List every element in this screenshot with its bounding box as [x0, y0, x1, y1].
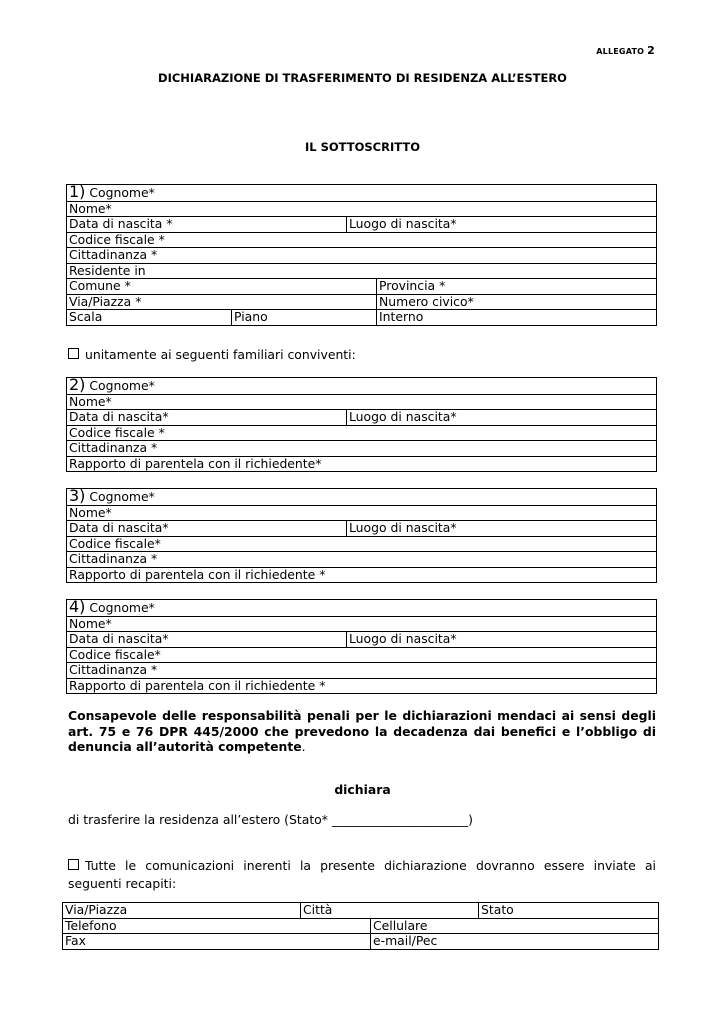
section-title-sottoscritto: IL SOTTOSCRITTO [305, 140, 420, 154]
contact-cellulare-field[interactable]: Cellulare [371, 918, 659, 934]
family-3-rapporto-field[interactable]: Rapporto di parentela con il richiedente * [67, 567, 657, 583]
family-4-nome-field[interactable]: Nome* [67, 616, 657, 632]
scala-field[interactable]: Scala [67, 310, 232, 326]
family-3-nome-field[interactable]: Nome* [67, 505, 657, 521]
contact-via-field[interactable]: Via/Piazza [63, 903, 301, 919]
family-3-cognome-label: Cognome* [89, 489, 155, 504]
family-2-rapporto-field[interactable]: Rapporto di parentela con il richiedente* [67, 456, 657, 472]
family-3-number: 3) [69, 488, 86, 505]
contact-stato-field[interactable]: Stato [479, 903, 659, 919]
family-2-codice-fiscale-field[interactable]: Codice fiscale * [67, 425, 657, 441]
family-checkbox-row[interactable] [68, 347, 356, 362]
contact-citta-field[interactable]: Città [301, 903, 479, 919]
contact-email-field[interactable]: e-mail/Pec [371, 934, 659, 950]
family-4-codice-fiscale-field[interactable]: Codice fiscale* [67, 647, 657, 663]
provincia-field[interactable]: Provincia * [377, 279, 657, 295]
family-4-data-nascita-field[interactable]: Data di nascita* [67, 632, 347, 648]
consapevole-text: Consapevole delle responsabilità penali per le dichiarazioni mendaci ai sensi degli art. 75 e 76 DPR 445/2000 che prevedono la decadenza dai benefici e l’obbligo di denuncia all’autorità competente [68, 708, 656, 754]
allegato-number: 2 [647, 44, 655, 57]
family-2-luogo-nascita-field[interactable]: Luogo di nascita* [347, 410, 657, 426]
family-2-number: 2) [69, 377, 86, 394]
codice-fiscale-field[interactable]: Codice fiscale * [67, 232, 657, 248]
family-2-nome-field[interactable]: Nome* [67, 394, 657, 410]
family-table-2 [66, 377, 657, 472]
family-4-rapporto-field[interactable]: Rapporto di parentela con il richiedente * [67, 678, 657, 694]
document-title: DICHIARAZIONE DI TRASFERIMENTO DI RESIDENZA ALL’ESTERO [158, 71, 567, 85]
comune-field[interactable]: Comune * [67, 279, 377, 295]
family-3-cittadinanza-field[interactable]: Cittadinanza * [67, 552, 657, 568]
family-2-cittadinanza-field[interactable]: Cittadinanza * [67, 441, 657, 457]
family-2-cognome-field[interactable] [67, 378, 657, 395]
applicant-table [66, 184, 657, 326]
family-3-luogo-nascita-field[interactable]: Luogo di nascita* [347, 521, 657, 537]
family-2-data-nascita-field[interactable]: Data di nascita* [67, 410, 347, 426]
applicant-number: 1) [69, 184, 86, 201]
comunicazioni-row[interactable] [68, 857, 656, 893]
family-4-cittadinanza-field[interactable]: Cittadinanza * [67, 663, 657, 679]
family-3-data-nascita-field[interactable]: Data di nascita* [67, 521, 347, 537]
allegato-label [596, 44, 655, 57]
stato-field[interactable]: di trasferire la residenza all’estero (Stato* ______________________) [68, 812, 474, 827]
family-4-cognome-label: Cognome* [89, 600, 155, 615]
family-checkbox-label: unitamente ai seguenti familiari conviventi: [85, 347, 356, 362]
comunicazioni-checkbox[interactable] [68, 859, 79, 870]
family-4-number: 4) [69, 599, 86, 616]
cognome-label: Cognome* [89, 185, 155, 200]
family-4-luogo-nascita-field[interactable]: Luogo di nascita* [347, 632, 657, 648]
piano-field[interactable]: Piano [232, 310, 377, 326]
family-table-3 [66, 488, 657, 583]
family-table-4 [66, 599, 657, 694]
cittadinanza-field[interactable]: Cittadinanza * [67, 248, 657, 264]
interno-field[interactable]: Interno [377, 310, 657, 326]
nome-field[interactable]: Nome* [67, 201, 657, 217]
contact-telefono-field[interactable]: Telefono [63, 918, 371, 934]
family-3-codice-fiscale-field[interactable]: Codice fiscale* [67, 536, 657, 552]
allegato-text: ALLEGATO [596, 47, 645, 56]
via-field[interactable]: Via/Piazza * [67, 294, 377, 310]
cognome-field[interactable] [67, 185, 657, 202]
family-2-cognome-label: Cognome* [89, 378, 155, 393]
residente-label: Residente in [67, 263, 657, 279]
family-checkbox[interactable] [68, 348, 79, 359]
numero-civico-field[interactable]: Numero civico* [377, 294, 657, 310]
data-nascita-field[interactable]: Data di nascita * [67, 217, 347, 233]
contact-fax-field[interactable]: Fax [63, 934, 371, 950]
family-3-cognome-field[interactable] [67, 489, 657, 506]
comunicazioni-text: Tutte le comunicazioni inerenti la presente dichiarazione dovranno essere inviate ai seguenti recapiti: [68, 858, 656, 891]
dichiara-heading: dichiara [334, 782, 391, 797]
luogo-nascita-field[interactable]: Luogo di nascita* [347, 217, 657, 233]
consapevole-period: . [301, 739, 306, 754]
family-4-cognome-field[interactable] [67, 600, 657, 617]
contacts-table [62, 902, 659, 950]
consapevole-paragraph [68, 708, 656, 755]
